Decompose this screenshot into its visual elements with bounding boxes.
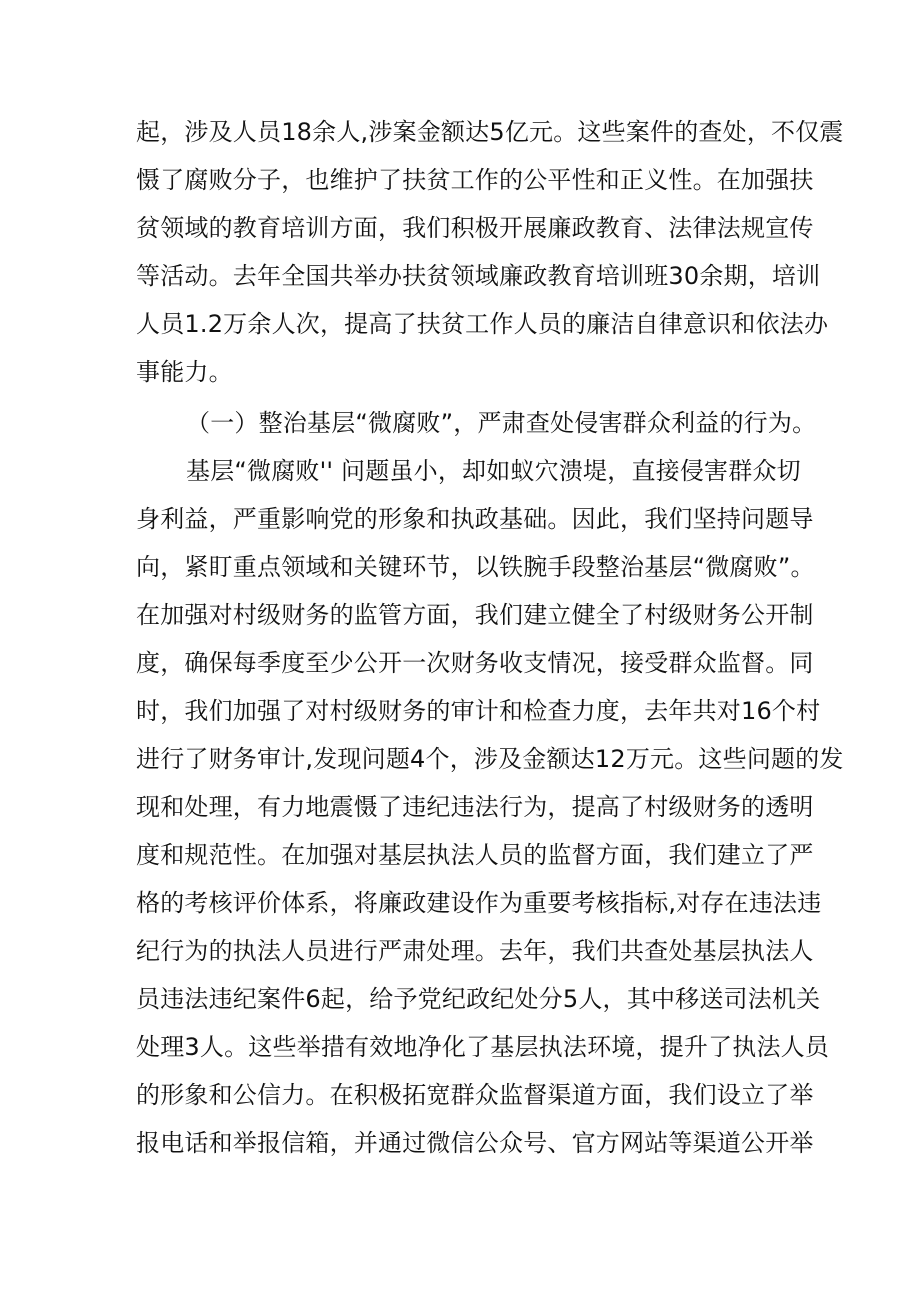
text-line: 事能力。: [136, 358, 233, 386]
text-line: 基层“微腐败'' 问题虽小，却如蚁穴溃堤，直接侵害群众切: [186, 457, 801, 485]
text-line: 处理3人。这些举措有效地净化了基层执法环境，提升了执法人员: [136, 1033, 830, 1061]
section-heading: （一）整治基层“微腐败”，严肃查处侵害群众利益的行为。: [186, 409, 817, 437]
text-line: 格的考核评价体系，将廉政建设作为重要考核指标,对存在违法违: [136, 889, 822, 917]
text-line: 员违法违纪案件6起，给予党纪政纪处分5人，其中移送司法机关: [136, 985, 821, 1013]
text-line: 现和处理，有力地震慑了违纪违法行为，提高了村级财务的透明: [136, 793, 814, 821]
text-line: 身利益，严重影响党的形象和执政基础。因此，我们坚持问题导: [136, 505, 814, 533]
text-line: 人员1.2万余人次，提高了扶贫工作人员的廉洁自律意识和依法办: [136, 310, 829, 338]
text-line: 时，我们加强了对村级财务的审计和检查力度，去年共对16个村: [136, 697, 821, 725]
text-line: 度和规范性。在加强对基层执法人员的监督方面，我们建立了严: [136, 841, 814, 869]
text-line: 起，涉及人员18余人,涉案金额达5亿元。这些案件的查处，不仅震: [136, 118, 844, 146]
text-line: 向，紧盯重点领域和关键环节，以铁腕手段整治基层“微腐败”。: [136, 553, 815, 581]
text-line: 贫领域的教育培训方面，我们积极开展廉政教育、法律法规宣传: [136, 214, 814, 242]
text-line: 度，确保每季度至少公开一次财务收支情况，接受群众监督。同: [136, 649, 814, 677]
text-line: 慑了腐败分子，也维护了扶贫工作的公平性和正义性。在加强扶: [136, 166, 814, 194]
text-line: 进行了财务审计,发现问题4个，涉及金额达12万元。这些问题的发: [136, 745, 844, 773]
text-line: 在加强对村级财务的监管方面，我们建立健全了村级财务公开制: [136, 601, 814, 629]
text-line: 等活动。去年全国共举办扶贫领域廉政教育培训班30余期，培训: [136, 262, 821, 290]
text-line: 纪行为的执法人员进行严肃处理。去年，我们共查处基层执法人: [136, 937, 814, 965]
text-line: 报电话和举报信箱，并通过微信公众号、官方网站等渠道公开举: [136, 1129, 814, 1157]
text-line: 的形象和公信力。在积极拓宽群众监督渠道方面，我们设立了举: [136, 1081, 814, 1109]
